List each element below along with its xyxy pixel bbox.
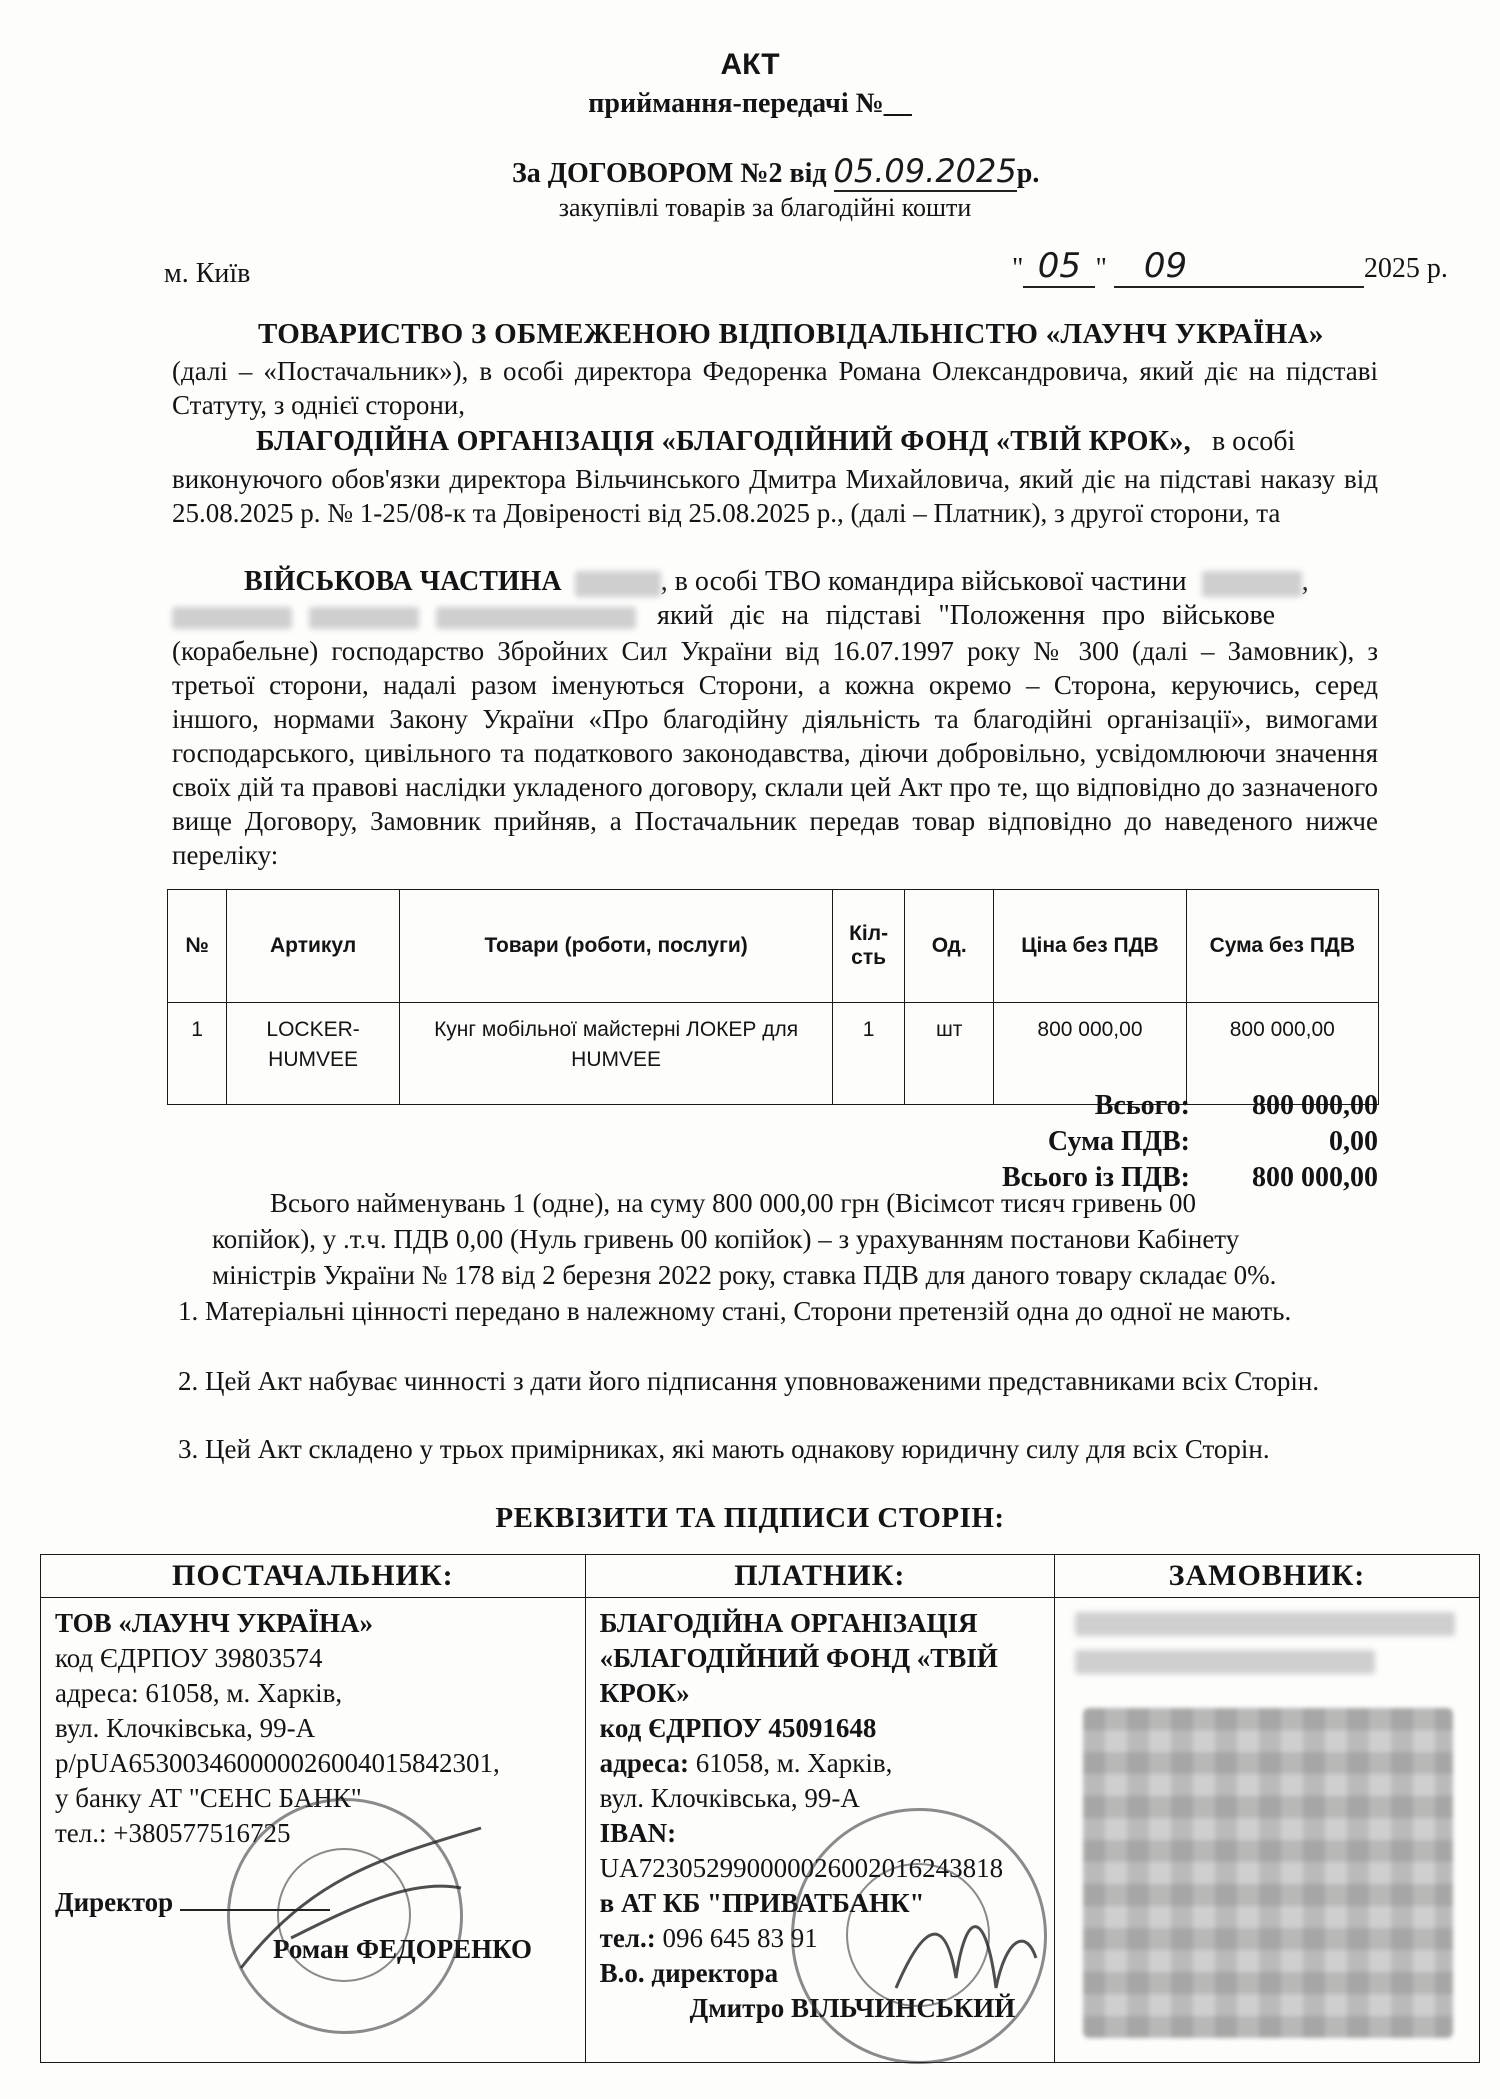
payer-code: код ЄДРПОУ 45091648: [599, 1713, 877, 1743]
cell-unit: шт: [905, 1003, 994, 1105]
contract-date-handwritten: 05.09.2025: [833, 152, 1017, 190]
totals-values: [1200, 1088, 1378, 1196]
payer-full-name: БЛАГОДІЙНА ОРГАНІЗАЦІЯ «БЛАГОДІЙНИЙ ФОНД «ТВІЙ КРОК»,: [256, 426, 1191, 457]
col-header-sum: Сума без ПДВ: [1186, 890, 1378, 1003]
total-label: Всього:: [1094, 1090, 1190, 1121]
supplier-address-2: вул. Клочківська, 99-А: [55, 1713, 316, 1743]
supplier-cell: [41, 1598, 586, 2063]
total-vat-label: Всього із ПДВ:: [1001, 1162, 1190, 1193]
supplier-bank: у банку АТ "СЕНС БАНК": [55, 1783, 362, 1813]
payer-address-1: 61058, м. Харків,: [695, 1748, 893, 1778]
redacted-unit-number: [575, 571, 661, 597]
redacted-customer-line-2: [1075, 1650, 1375, 1674]
cell-num: 1: [168, 1003, 227, 1105]
payer-name-1: БЛАГОДІЙНА ОРГАНІЗАЦІЯ: [599, 1608, 978, 1638]
summary-line-1: Всього найменувань 1 (одне), на суму 800 000,00 грн (Вісімсот тисяч гривень 00: [270, 1188, 1197, 1218]
article-line-1: LOCKER-: [266, 1018, 360, 1041]
redacted-name-1: [172, 607, 292, 629]
payer-paragraph: виконуючого обов'язки директора Вільчинського Дмитра Михайловича, який діє на підставі наказу від 25.08.2025 р. № 1-25/08-к та Довіреності від 25.08.2025 р., (далі – Платник), з другої сторони, та: [172, 464, 1378, 528]
payer-address-2: вул. Клочківська, 99-А: [599, 1783, 860, 1813]
year: 2025 р.: [1363, 253, 1448, 284]
supplier-signer: Роман ФЕДОРЕНКО: [273, 1934, 533, 1964]
customer-acts-line: [172, 600, 1275, 632]
cell-price: 800 000,00: [994, 1003, 1186, 1105]
customer-paragraph: (корабельне) господарство Збройних Сил України від 16.07.1997 року № 300 (далі – Замовник), з третьої сторони, надалі разом іменуються Сторони, а кожна окремо – Сторона, керуючись, серед іншого, нормами Закону України «Про благодійну діяльність та благодійні організації», вимогами господарського, цивільного та податкового законодавства, діючи добровільно, усвідомлюючи значення своїх дій та правові наслідки укладеного договору, склали цей Акт про те, що відповідно до зазначеного вище Договору, Замовник прийняв, а Постачальник передав товар відповідно до наведеного нижче переліку:: [172, 636, 1378, 870]
payer-signer: Дмитро ВІЛЬЧИНСЬКИЙ: [689, 1993, 1016, 2023]
col-header-num: №: [168, 890, 227, 1003]
contract-label: За ДОГОВОРОМ №2 від: [512, 158, 827, 189]
city: м. Київ: [164, 258, 251, 289]
supplier-paragraph: (далі – «Постачальник»), в особі директора Федоренка Романа Олександровича, який діє на підставі Статуту, з однієї сторони,: [172, 356, 1378, 420]
customer-full-name: ВІЙСЬКОВА ЧАСТИНА: [244, 566, 562, 597]
payer-address-label: адреса:: [599, 1748, 689, 1778]
doc-title: АКТ: [720, 48, 780, 81]
payer-position: В.о. директора: [599, 1958, 779, 1988]
cell-article: [227, 1003, 400, 1105]
totals-labels: [960, 1088, 1190, 1196]
cell-qty: 1: [833, 1003, 905, 1105]
cell-sum: 800 000,00: [1186, 1003, 1378, 1105]
customer-head-text: , в особі ТВО командира військової частини: [660, 566, 1187, 597]
customer-cell: [1054, 1598, 1479, 2063]
day-handwritten: 05: [1023, 246, 1095, 288]
total-vat-value: 800 000,00: [1252, 1162, 1378, 1193]
vat-value: 0,00: [1329, 1126, 1378, 1157]
goods-table-header-row: [168, 890, 1379, 1003]
vat-label: Сума ПДВ:: [1047, 1126, 1190, 1157]
supplier-signature-scribble: [231, 1818, 531, 1998]
goods-table: [167, 889, 1379, 1105]
redacted-name-3: [436, 607, 636, 629]
signatures-table: [40, 1554, 1480, 2063]
payer-iban: UA723052990000026002016243818: [599, 1853, 1004, 1883]
payer-phone: 096 645 83 91: [662, 1923, 818, 1953]
supplier-header: ПОСТАЧАЛЬНИК:: [41, 1555, 586, 1598]
payer-iban-label: IBAN:: [599, 1818, 677, 1848]
payer-phone-label: тел.:: [599, 1923, 656, 1953]
redacted-customer-line-1: [1075, 1612, 1455, 1636]
redacted-customer-stamp: [1083, 1708, 1453, 2038]
signatures-header-row: [41, 1555, 1480, 1598]
customer-header: ЗАМОВНИК:: [1054, 1555, 1479, 1598]
payer-cell: [585, 1598, 1054, 2063]
month-handwritten: 09: [1114, 246, 1364, 288]
goods-name-line-2: HUMVEE: [571, 1048, 662, 1071]
contract-line: [512, 152, 1039, 192]
signatures-heading: РЕКВІЗИТИ ТА ПІДПИСИ СТОРІН:: [495, 1502, 1005, 1534]
clause-2: 2. Цей Акт набуває чинності з дати його підписання уповноваженими представниками всіх Сторін.: [178, 1366, 1320, 1396]
signatures-body-row: [41, 1598, 1480, 2063]
supplier-full-name: ТОВАРИСТВО З ОБМЕЖЕНОЮ ВІДПОВІДАЛЬНІСТЮ «ЛАУНЧ УКРАЇНА»: [258, 318, 1324, 350]
supplier-account: р/рUA653003460000026004015842301,: [55, 1748, 500, 1778]
supplier-address-1: адреса: 61058, м. Харків,: [55, 1678, 343, 1708]
customer-head-line: ВІЙСЬКОВА ЧАСТИНА , в особі ТВО командира військової частини ,: [244, 566, 1309, 597]
redacted-name-2: [309, 607, 419, 629]
col-header-article: Артикул: [227, 890, 400, 1003]
col-header-qty: Кіл-сть: [833, 890, 905, 1003]
goods-name-line-1: Кунг мобільної майстерні ЛОКЕР для: [434, 1018, 799, 1041]
supplier-short-name: ТОВ «ЛАУНЧ УКРАЇНА»: [55, 1608, 373, 1638]
payer-head-text: в особі: [1211, 426, 1296, 457]
payer-name-2: «БЛАГОДІЙНИЙ ФОНД «ТВІЙ: [599, 1643, 998, 1673]
payer-bank: в АТ КБ "ПРИВАТБАНК": [599, 1888, 925, 1918]
col-header-unit: Од.: [905, 890, 994, 1003]
clause-3: 3. Цей Акт складено у трьох примірниках, які мають однакову юридичну силу для всіх Сторін.: [178, 1434, 1270, 1464]
supplier-code: код ЄДРПОУ 39803574: [55, 1643, 323, 1673]
payer-signature-scribble: [886, 1898, 1046, 2018]
payer-head-line: [256, 426, 1295, 458]
date-line: " 05 " 09 2025 р.: [1012, 246, 1448, 286]
payer-header: ПЛАТНИК:: [585, 1555, 1054, 1598]
article-line-2: HUMVEE: [268, 1048, 359, 1071]
payer-name-3: КРОК»: [599, 1678, 690, 1708]
redacted-unit-number-2: [1202, 571, 1302, 597]
table-row: [168, 1003, 1379, 1105]
cell-goods-name: [400, 1003, 833, 1105]
clause-1: 1. Матеріальні цінності передано в належному стані, Сторони претензій одна до одної не мають.: [178, 1296, 1292, 1326]
payer-address-line-1: [600, 1746, 1046, 1781]
col-header-price: Ціна без ПДВ: [994, 890, 1186, 1003]
contract-purpose: закупівлі товарів за благодійні кошти: [558, 193, 972, 222]
summary-line-3: міністрів України № 178 від 2 березня 2022 року, ставка ПДВ для даного товару складає 0%.: [212, 1260, 1277, 1290]
summary-line-2: копійок), у .т.ч. ПДВ 0,00 (Нуль гривень 00 копійок) – з урахуванням постанови Кабінету: [212, 1224, 1240, 1254]
supplier-position: Директор: [55, 1887, 174, 1917]
customer-acts-text: який діє на підставі "Положення про військове: [657, 600, 1275, 631]
supplier-phone: тел.: +380577516725: [55, 1818, 291, 1848]
contract-suffix: р.: [1016, 158, 1040, 189]
col-header-goods: Товари (роботи, послуги): [400, 890, 833, 1003]
doc-subtitle: приймання-передачі №__: [588, 88, 912, 119]
total-value: 800 000,00: [1252, 1090, 1378, 1121]
